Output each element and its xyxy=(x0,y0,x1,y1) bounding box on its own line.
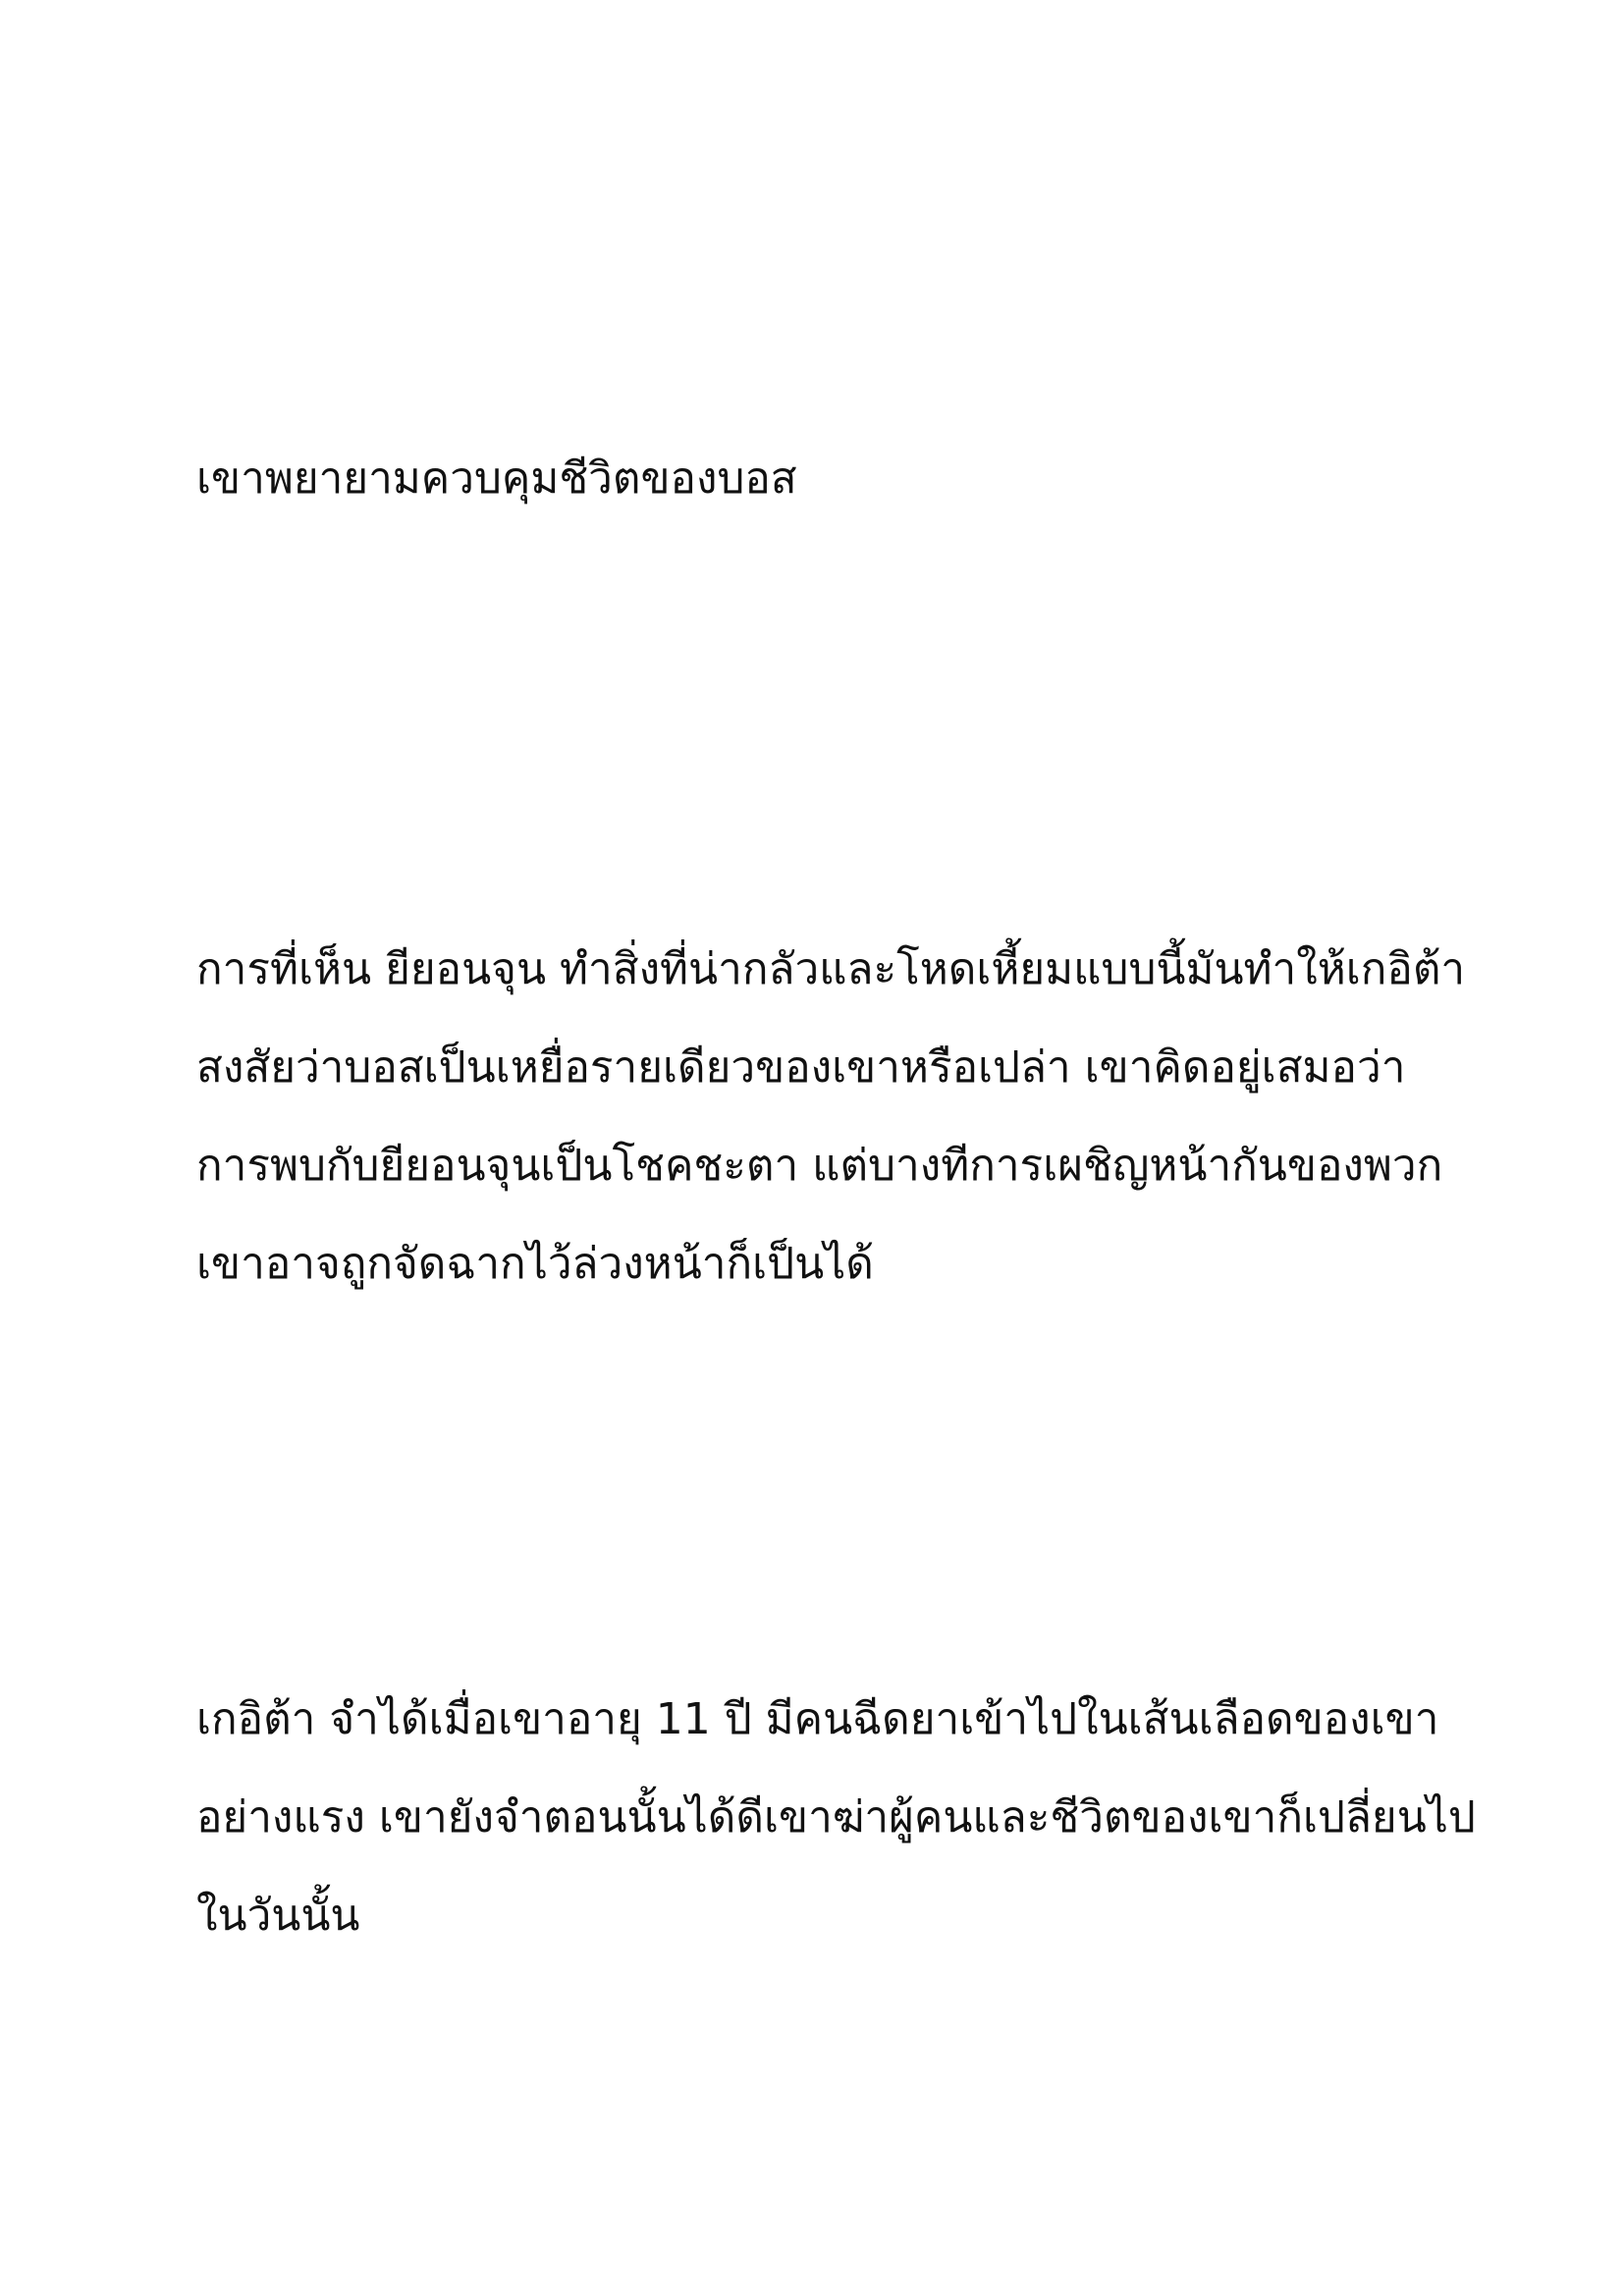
paragraph-2 xyxy=(196,921,1466,1313)
text-line: เขาอาจถูกจัดฉากไว้ล่วงหน้าก็เป็นได้ xyxy=(196,1239,874,1289)
paragraph-1 xyxy=(196,430,1453,528)
text-line: เกอิต้า จำได้เมื่อเขาอายุ 11 ปี มีคนฉีดยาเข้าไปในเส้นเลือดของเขา xyxy=(196,1694,1439,1744)
text-line: การพบกับยียอนจุนเป็นโชคชะตา แต่บางทีการเผชิญหน้ากันของพวก xyxy=(196,1141,1443,1191)
paragraph-3 xyxy=(196,1671,1476,1965)
text-line: อย่างแรง เขายังจำตอนนั้นได้ดีเขาฆ่าผู้คนและชีวิตของเขาก็เปลี่ยนไป xyxy=(196,1792,1476,1842)
text-line: ในวันนั้น xyxy=(196,1891,360,1941)
text-line: เขาพยายามควบคุมชีวิตของบอส xyxy=(196,454,797,504)
text-line: สงสัยว่าบอสเป็นเหยื่อรายเดียวของเขาหรือเปล่า เขาคิดอยู่เสมอว่า xyxy=(196,1042,1406,1093)
text-line: การที่เห็น ยียอนจุน ทำสิ่งที่น่ากลัวและโหดเหี้ยมแบบนี้มันทำให้เกอิต้า xyxy=(196,944,1466,994)
